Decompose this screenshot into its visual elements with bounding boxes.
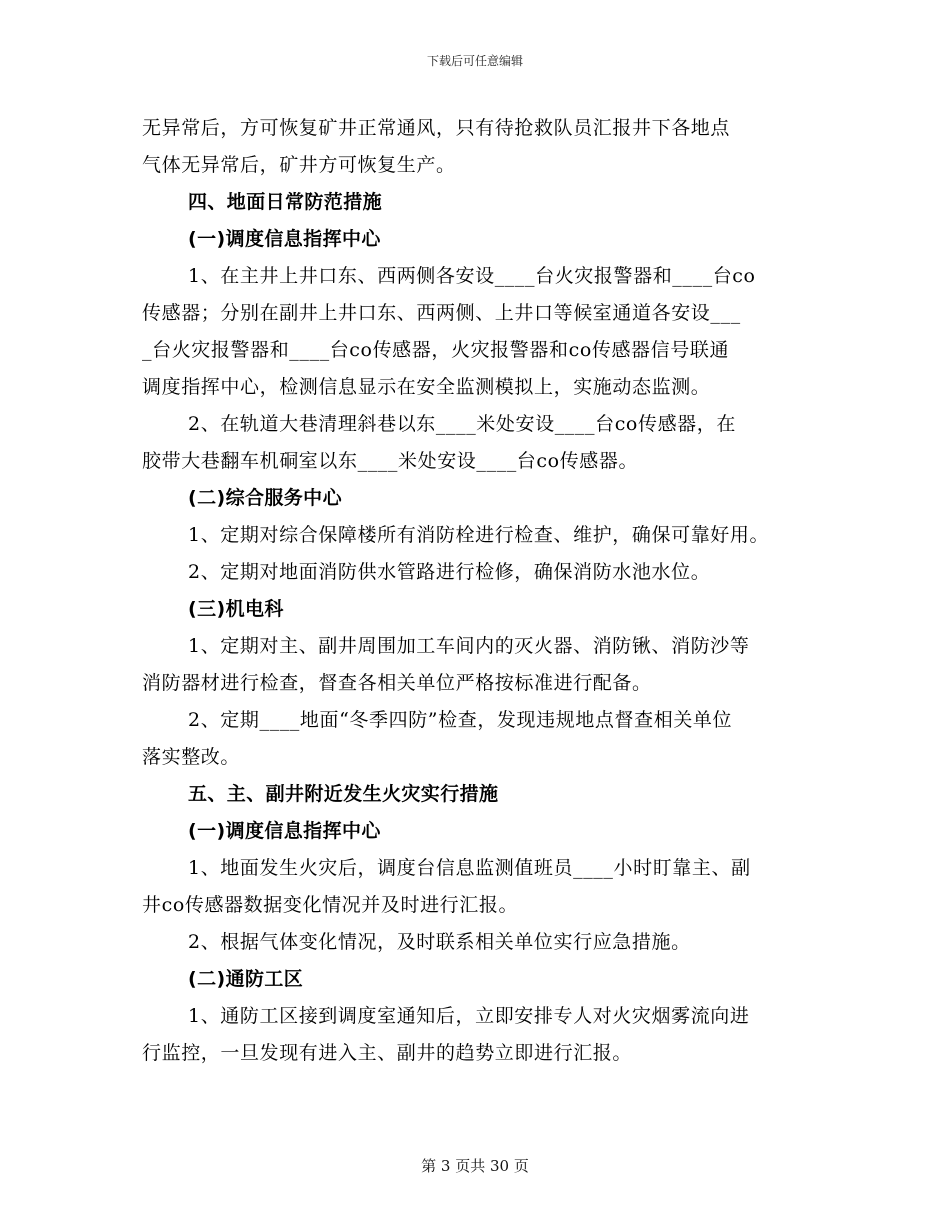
paragraph-line: 1、通防工区接到调度室通知后，立即安排专人对火灾烟雾流向进 [188, 1005, 750, 1027]
subsection-heading: (一)调度信息指挥中心 [188, 820, 381, 842]
section-heading: 四、地面日常防范措施 [188, 191, 383, 213]
paragraph-line: 气体无异常后，矿井方可恢复生产。 [142, 154, 456, 176]
paragraph-line: 传感器；分别在副井上井口东、西两侧、上井口等候室通道各安设___ [142, 302, 741, 324]
paragraph-line: 1、在主井上井口东、西两侧各安设____台火灾报警器和____台co [188, 265, 756, 287]
paragraph-line: 消防器材进行检查，督查各相关单位严格按标准进行配备。 [142, 672, 652, 694]
paragraph-line: 2、定期对地面消防供水管路进行检修，确保消防水池水位。 [188, 561, 711, 583]
paragraph-line: 调度指挥中心，检测信息显示在安全监测模拟上，实施动态监测。 [142, 376, 711, 398]
paragraph-line: 胶带大巷翻车机硐室以东____米处安设____台co传感器。 [142, 450, 639, 472]
paragraph-line: 1、定期对综合保障楼所有消防栓进行检查、维护，确保可靠好用。 [188, 524, 770, 546]
paragraph-line: 1、定期对主、副井周围加工车间内的灭火器、消防锹、消防沙等 [188, 635, 750, 657]
paragraph-line: 无异常后，方可恢复矿井正常通风，只有待抢救队员汇报井下各地点 [142, 117, 731, 139]
paragraph-line: 井co传感器数据变化情况并及时进行汇报。 [142, 894, 519, 916]
paragraph-line: 1、地面发生火灾后，调度台信息监测值班员____小时盯靠主、副 [188, 857, 751, 879]
paragraph-line: 落实整改。 [142, 746, 241, 768]
paragraph-line: 2、根据气体变化情况，及时联系相关单位实行应急措施。 [188, 931, 691, 953]
paragraph-line: 2、定期____地面“冬季四防”检查，发现违规地点督查相关单位 [188, 709, 733, 731]
page-number-footer: 第 3 页共 30 页 [421, 1157, 529, 1175]
paragraph-line: 行监控，一旦发现有进入主、副井的趋势立即进行汇报。 [142, 1042, 633, 1064]
paragraph-line: _台火灾报警器和____台co传感器，火灾报警器和co传感器信号联通 [142, 339, 730, 361]
page-header: 下载后可任意编辑 [426, 54, 523, 68]
section-heading: 五、主、副井附近发生火灾实行措施 [188, 783, 499, 805]
paragraph-line: 2、在轨道大巷清理斜巷以东____米处安设____台co传感器，在 [188, 413, 736, 435]
subsection-heading: (一)调度信息指挥中心 [188, 228, 381, 250]
document-body [142, 110, 842, 1072]
subsection-heading: (二)通防工区 [188, 968, 304, 990]
subsection-heading: (二)综合服务中心 [188, 487, 342, 509]
subsection-heading: (三)机电科 [188, 598, 284, 620]
